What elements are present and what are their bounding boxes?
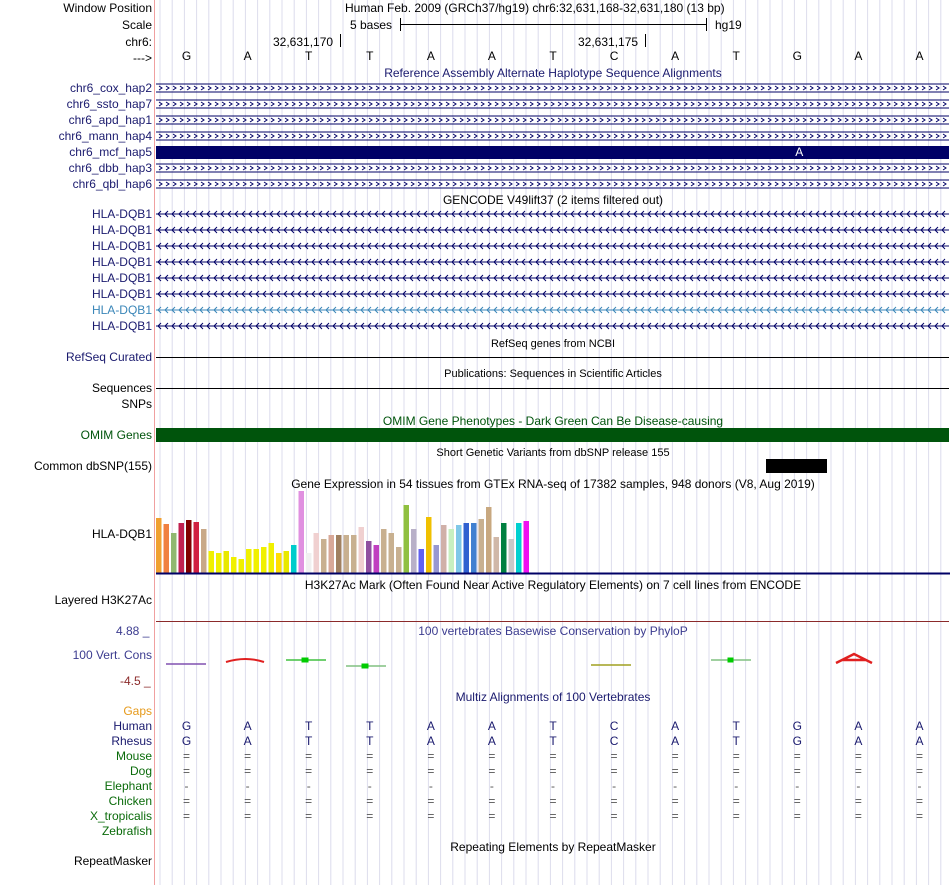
gtex-tissue-bar[interactable] bbox=[471, 523, 477, 573]
alt-haplotype-alignment[interactable] bbox=[156, 83, 949, 93]
multiz-alignment-char: = bbox=[427, 749, 435, 763]
multiz-alignment-char: = bbox=[610, 749, 618, 763]
multiz-alignment-char: = bbox=[549, 794, 557, 808]
multiz-alignment-char: G bbox=[181, 719, 192, 733]
multiz-alignment-char: A bbox=[854, 734, 863, 748]
gtex-tissue-bar[interactable] bbox=[336, 535, 342, 573]
multiz-alignment-char: = bbox=[610, 809, 618, 823]
gtex-tissue-bar[interactable] bbox=[276, 553, 282, 573]
phylop-label[interactable]: 100 Vert. Cons bbox=[72, 648, 152, 662]
multiz-alignment-char: = bbox=[427, 794, 435, 808]
multiz-alignment-char: = bbox=[549, 809, 557, 823]
gtex-tissue-bar[interactable] bbox=[381, 529, 387, 573]
gtex-tissue-bar[interactable] bbox=[171, 533, 177, 573]
dbsnp-track-title[interactable]: Short Genetic Variants from dbSNP release 155 bbox=[436, 447, 670, 459]
gtex-tissue-bar[interactable] bbox=[396, 547, 402, 573]
gencode-transcript-label[interactable]: HLA-DQB1 bbox=[91, 223, 152, 237]
gtex-tissue-bar[interactable] bbox=[449, 529, 455, 573]
alt-haplotype-track-title[interactable]: Reference Assembly Alternate Haplotype Sequence Alignments bbox=[384, 66, 722, 80]
alt-haplotype-alignment[interactable] bbox=[156, 115, 949, 125]
multiz-alignment-char: = bbox=[244, 794, 252, 808]
multiz-alignment-char: = bbox=[732, 809, 740, 823]
gtex-tissue-bar[interactable] bbox=[261, 547, 267, 573]
multiz-alignment-char: = bbox=[854, 809, 862, 823]
multiz-alignment-char: A bbox=[243, 719, 252, 733]
multiz-alignment-char: = bbox=[488, 794, 496, 808]
gencode-transcript-label[interactable]: HLA-DQB1 bbox=[91, 319, 152, 333]
phylop-conservation-plot[interactable] bbox=[156, 648, 950, 672]
multiz-alignment-char: - bbox=[917, 779, 922, 793]
gtex-tissue-bar[interactable] bbox=[224, 551, 230, 573]
gtex-track-title[interactable]: Gene Expression in 54 tissues from GTEx RNA-seq of 17382 samples, 948 donors (V8, Aug 2019) bbox=[291, 477, 815, 491]
multiz-alignment-char: = bbox=[549, 764, 557, 778]
gtex-tissue-bar[interactable] bbox=[201, 529, 207, 573]
gtex-tissue-bar[interactable] bbox=[299, 491, 305, 573]
window-position-text: Human Feb. 2009 (GRCh37/hg19) chr6:32,631,168-32,631,180 (13 bp) bbox=[345, 1, 725, 15]
gtex-tissue-bar[interactable] bbox=[329, 535, 335, 573]
gtex-tissue-bar[interactable] bbox=[366, 541, 372, 573]
reference-base: A bbox=[487, 49, 496, 63]
gtex-tissue-bar[interactable] bbox=[246, 549, 252, 573]
gtex-tissue-bar[interactable] bbox=[239, 559, 245, 573]
refseq-feature-line[interactable] bbox=[156, 357, 949, 358]
multiz-alignment-char: A bbox=[487, 719, 496, 733]
multiz-alignment-char: - bbox=[673, 779, 678, 793]
alt-haplotype-alignment[interactable] bbox=[156, 131, 949, 141]
multiz-alignment-char: = bbox=[610, 794, 618, 808]
reference-base: A bbox=[915, 49, 924, 63]
alt-haplotype-label[interactable]: chr6_ssto_hap7 bbox=[66, 97, 152, 111]
multiz-alignment-char: - bbox=[489, 779, 494, 793]
gtex-label[interactable]: HLA-DQB1 bbox=[91, 527, 152, 541]
gencode-transcript-label[interactable]: HLA-DQB1 bbox=[91, 303, 152, 317]
multiz-alignment-char: = bbox=[366, 749, 374, 763]
multiz-alignment-char: T bbox=[366, 719, 374, 733]
multiz-alignment-char: = bbox=[671, 764, 679, 778]
phylop-max-label: 4.88 _ bbox=[116, 624, 150, 638]
gtex-tissue-bar[interactable] bbox=[486, 507, 492, 573]
publications-feature-line[interactable] bbox=[156, 388, 949, 389]
gtex-tissue-bar[interactable] bbox=[494, 537, 500, 573]
omim-label[interactable]: OMIM Genes bbox=[80, 428, 152, 442]
multiz-alignment-char: A bbox=[671, 719, 680, 733]
gtex-tissue-bar[interactable] bbox=[404, 505, 410, 573]
multiz-alignment-char: - bbox=[612, 779, 617, 793]
gtex-tissue-bar[interactable] bbox=[254, 549, 260, 573]
multiz-alignment-char: = bbox=[366, 794, 374, 808]
gencode-transcript-feature[interactable] bbox=[156, 289, 949, 299]
multiz-alignment-char: T bbox=[305, 719, 313, 733]
multiz-alignment-char: A bbox=[915, 734, 924, 748]
alt-haplotype-alignment[interactable] bbox=[156, 163, 949, 173]
repeatmasker-track-title[interactable]: Repeating Elements by RepeatMasker bbox=[450, 840, 656, 854]
gtex-tissue-bar[interactable] bbox=[374, 545, 380, 573]
scale-bar-left-tick bbox=[400, 18, 401, 31]
snps-label[interactable]: SNPs bbox=[121, 397, 152, 411]
multiz-alignment-char: - bbox=[306, 779, 311, 793]
coordinate-tick-2 bbox=[645, 34, 646, 47]
alt-haplotype-label[interactable]: chr6_mcf_hap5 bbox=[69, 145, 152, 159]
multiz-alignment-char: - bbox=[367, 779, 372, 793]
gtex-tissue-bar[interactable] bbox=[216, 553, 222, 573]
gtex-tissue-bar[interactable] bbox=[524, 521, 530, 573]
gtex-tissue-bar[interactable] bbox=[389, 533, 395, 573]
multiz-alignment-char: = bbox=[671, 809, 679, 823]
gtex-tissue-bar[interactable] bbox=[441, 525, 447, 573]
multiz-alignment-char: = bbox=[793, 809, 801, 823]
multiz-species-label[interactable]: Elephant bbox=[104, 779, 152, 793]
gencode-transcript-label[interactable]: HLA-DQB1 bbox=[91, 287, 152, 301]
gencode-transcript-label[interactable]: HLA-DQB1 bbox=[91, 255, 152, 269]
multiz-alignment-char: = bbox=[671, 794, 679, 808]
gencode-transcript-feature[interactable] bbox=[156, 225, 949, 235]
multiz-alignment-char: = bbox=[732, 764, 740, 778]
multiz-alignment-char: G bbox=[792, 719, 802, 733]
gtex-expression-chart[interactable] bbox=[156, 490, 950, 576]
multiz-species-label[interactable]: Human bbox=[113, 719, 152, 733]
gtex-tissue-bar[interactable] bbox=[464, 523, 470, 573]
multiz-species-label[interactable]: X_tropicalis bbox=[89, 809, 152, 823]
gtex-tissue-bar[interactable] bbox=[306, 553, 312, 573]
gtex-tissue-bar[interactable] bbox=[164, 524, 170, 573]
multiz-alignment-char: = bbox=[732, 749, 740, 763]
multiz-alignment-char: = bbox=[244, 809, 252, 823]
multiz-alignment-char: = bbox=[488, 749, 496, 763]
multiz-alignment-char: = bbox=[305, 749, 313, 763]
multiz-alignment-char: A bbox=[243, 734, 252, 748]
multiz-alignment-char: - bbox=[795, 779, 800, 793]
gtex-tissue-bar[interactable] bbox=[426, 517, 432, 573]
gencode-transcript-feature[interactable] bbox=[156, 241, 949, 251]
multiz-alignment-char: = bbox=[793, 794, 801, 808]
multiz-alignment-char: A bbox=[487, 734, 496, 748]
gtex-tissue-bar[interactable] bbox=[351, 535, 357, 573]
gtex-tissue-bar[interactable] bbox=[209, 551, 215, 573]
multiz-alignment-char: A bbox=[915, 719, 924, 733]
multiz-alignment-char: - bbox=[245, 779, 250, 793]
multiz-alignment-char: = bbox=[183, 764, 191, 778]
multiz-alignment-char: = bbox=[183, 749, 191, 763]
multiz-species-label[interactable]: Chicken bbox=[108, 794, 152, 808]
multiz-alignment-char: T bbox=[549, 734, 557, 748]
alt-haplotype-alignment[interactable] bbox=[156, 179, 949, 189]
refseq-label[interactable]: RefSeq Curated bbox=[65, 350, 152, 364]
multiz-alignment-char: = bbox=[244, 764, 252, 778]
coordinate-label-1: 32,631,170 bbox=[273, 35, 334, 49]
multiz-species-label[interactable]: Zebrafish bbox=[101, 824, 152, 838]
gtex-tissue-bar[interactable] bbox=[186, 520, 192, 573]
h3k27ac-label[interactable]: Layered H3K27Ac bbox=[54, 593, 152, 607]
multiz-alignment-char: = bbox=[366, 764, 374, 778]
gtex-tissue-bar[interactable] bbox=[314, 533, 320, 573]
coordinate-tick-1 bbox=[340, 34, 341, 47]
gencode-transcript-feature[interactable] bbox=[156, 209, 949, 219]
publications-track-title[interactable]: Publications: Sequences in Scientific Articles bbox=[444, 368, 662, 380]
gtex-tissue-bar[interactable] bbox=[321, 539, 327, 573]
alt-haplotype-alignment[interactable] bbox=[156, 99, 949, 109]
reference-base: A bbox=[671, 49, 680, 63]
gencode-track-title[interactable]: GENCODE V49lift37 (2 items filtered out) bbox=[442, 193, 664, 207]
gtex-tissue-bar[interactable] bbox=[501, 523, 507, 573]
publications-label[interactable]: Sequences bbox=[91, 381, 152, 395]
multiz-alignment-char: = bbox=[488, 809, 496, 823]
gtex-tissue-bar[interactable] bbox=[359, 527, 365, 573]
gtex-tissue-bar[interactable] bbox=[434, 545, 440, 573]
gencode-transcript-label[interactable]: HLA-DQB1 bbox=[91, 271, 152, 285]
multiz-alignment-char: = bbox=[854, 764, 862, 778]
multiz-alignment-char: = bbox=[427, 764, 435, 778]
multiz-alignment-char: = bbox=[854, 794, 862, 808]
multiz-alignment-char: = bbox=[427, 809, 435, 823]
multiz-alignment-char: = bbox=[610, 764, 618, 778]
multiz-alignment-char: A bbox=[426, 719, 435, 733]
gencode-transcript-feature[interactable] bbox=[156, 305, 949, 315]
multiz-alignment-char: = bbox=[366, 809, 374, 823]
reference-base: T bbox=[366, 49, 374, 63]
scale-bar bbox=[400, 24, 707, 25]
gtex-tissue-bar[interactable] bbox=[419, 549, 425, 573]
scale-assembly: hg19 bbox=[715, 18, 742, 32]
reference-base: A bbox=[426, 49, 435, 63]
chrom-label: chr6: bbox=[125, 35, 152, 49]
multiz-alignment-char: = bbox=[915, 794, 923, 808]
gtex-tissue-bar[interactable] bbox=[479, 519, 485, 573]
multiz-alignment-char: T bbox=[305, 734, 313, 748]
phylop-glyph-T3-box[interactable] bbox=[728, 658, 733, 662]
repeatmasker-label[interactable]: RepeatMasker bbox=[73, 854, 152, 868]
gencode-transcript-label[interactable]: HLA-DQB1 bbox=[91, 207, 152, 221]
multiz-alignment-char: A bbox=[426, 734, 435, 748]
multiz-alignment-char: T bbox=[732, 719, 740, 733]
multiz-alignment-char: = bbox=[305, 794, 313, 808]
track-label-border bbox=[154, 0, 155, 885]
phylop-glyph-T-box[interactable] bbox=[302, 658, 308, 662]
dbsnp-label[interactable]: Common dbSNP(155) bbox=[33, 459, 152, 473]
multiz-alignment-char: T bbox=[366, 734, 374, 748]
gtex-tissue-bar[interactable] bbox=[194, 522, 200, 573]
multiz-alignment-char: = bbox=[671, 749, 679, 763]
multiz-alignment-char: = bbox=[183, 794, 191, 808]
phylop-glyph-T2-box[interactable] bbox=[362, 664, 368, 668]
omim-track-title[interactable]: OMIM Gene Phenotypes - Dark Green Can Be Disease-causing bbox=[382, 414, 724, 428]
gtex-tissue-bar[interactable] bbox=[516, 523, 522, 573]
multiz-species-label[interactable]: Dog bbox=[129, 764, 152, 778]
gtex-tissue-bar[interactable] bbox=[179, 523, 185, 573]
dbsnp-variant-box[interactable] bbox=[766, 459, 827, 473]
multiz-alignment-char: = bbox=[793, 749, 801, 763]
multiz-alignment-char: G bbox=[792, 734, 802, 748]
multiz-alignment-char: - bbox=[428, 779, 433, 793]
multiz-species-label[interactable]: Rhesus bbox=[111, 734, 152, 748]
multiz-alignment-char: C bbox=[609, 734, 619, 748]
phylop-glyph-A2[interactable] bbox=[836, 654, 872, 663]
phylop-track-title[interactable]: 100 vertebrates Basewise Conservation by PhyloP bbox=[418, 624, 688, 638]
strand-label: ---> bbox=[133, 51, 152, 65]
reference-base: A bbox=[243, 49, 252, 63]
gencode-transcript-feature[interactable] bbox=[156, 257, 949, 267]
h3k27ac-baseline bbox=[156, 621, 949, 622]
multiz-alignment-char: A bbox=[854, 719, 863, 733]
multiz-alignment-char: - bbox=[551, 779, 555, 793]
multiz-alignment-char: C bbox=[609, 719, 619, 733]
coordinate-label-2: 32,631,175 bbox=[578, 35, 639, 49]
multiz-alignment-char: A bbox=[671, 734, 680, 748]
gencode-transcript-label[interactable]: HLA-DQB1 bbox=[91, 239, 152, 253]
multiz-alignment-char: = bbox=[915, 764, 923, 778]
multiz-alignment-char: = bbox=[915, 749, 923, 763]
multiz-alignment-char: - bbox=[184, 779, 189, 793]
alt-haplotype-mismatch-base: A bbox=[795, 145, 804, 159]
h3k27ac-track-title[interactable]: H3K27Ac Mark (Often Found Near Active Regulatory Elements) on 7 cell lines from ENCODE bbox=[304, 578, 802, 592]
multiz-alignment-char: = bbox=[305, 764, 313, 778]
reference-base: A bbox=[854, 49, 863, 63]
gtex-tissue-bar[interactable] bbox=[344, 535, 350, 573]
phylop-glyph-A[interactable] bbox=[226, 659, 264, 662]
gtex-tissue-bar[interactable] bbox=[291, 545, 297, 573]
reference-base: G bbox=[181, 49, 192, 63]
reference-base: G bbox=[792, 49, 802, 63]
multiz-species-label[interactable]: Mouse bbox=[115, 749, 152, 763]
multiz-alignment-char: = bbox=[244, 749, 252, 763]
multiz-alignment-char: = bbox=[793, 764, 801, 778]
alt-haplotype-label[interactable]: chr6_mann_hap4 bbox=[58, 129, 152, 143]
gtex-tissue-bar[interactable] bbox=[156, 518, 162, 573]
reference-base: T bbox=[732, 49, 740, 63]
multiz-alignment-char: T bbox=[549, 719, 557, 733]
alt-haplotype-label[interactable]: chr6_dbb_hap3 bbox=[68, 161, 152, 175]
alt-haplotype-label[interactable]: chr6_qbl_hap6 bbox=[72, 177, 152, 191]
multiz-alignment-char: = bbox=[488, 764, 496, 778]
gtex-tissue-bar[interactable] bbox=[411, 529, 417, 573]
scale-bases: 5 bases bbox=[350, 18, 393, 32]
multiz-alignment-char: = bbox=[854, 749, 862, 763]
multiz-track-title[interactable]: Multiz Alignments of 100 Vertebrates bbox=[455, 690, 651, 704]
multiz-alignment-char: = bbox=[549, 749, 557, 763]
multiz-alignment-char: = bbox=[305, 809, 313, 823]
gencode-transcript-feature[interactable] bbox=[156, 321, 949, 331]
multiz-alignment-char: - bbox=[734, 779, 739, 793]
alt-haplotype-label[interactable]: chr6_cox_hap2 bbox=[69, 81, 152, 95]
multiz-alignment-char: - bbox=[856, 779, 861, 793]
reference-base: C bbox=[609, 49, 619, 63]
alt-haplotype-alignment-bar[interactable] bbox=[156, 146, 949, 159]
gtex-tissue-bar[interactable] bbox=[456, 525, 462, 573]
multiz-alignment-char: = bbox=[183, 809, 191, 823]
gtex-tissue-bar[interactable] bbox=[269, 543, 275, 573]
gtex-tissue-bar[interactable] bbox=[231, 557, 237, 573]
reference-base: T bbox=[549, 49, 557, 63]
gencode-transcript-feature[interactable] bbox=[156, 273, 949, 283]
alt-haplotype-label[interactable]: chr6_apd_hap1 bbox=[68, 113, 152, 127]
multiz-alignment-char: T bbox=[732, 734, 740, 748]
reference-base: T bbox=[305, 49, 313, 63]
refseq-track-title[interactable]: RefSeq genes from NCBI bbox=[490, 338, 616, 350]
multiz-species-label[interactable]: Gaps bbox=[123, 704, 152, 718]
omim-feature-bar[interactable] bbox=[156, 428, 949, 442]
window-position-label: Window Position bbox=[63, 1, 152, 15]
gtex-tissue-bar[interactable] bbox=[284, 551, 290, 573]
scale-bar-right-tick bbox=[706, 18, 707, 31]
multiz-alignment-char: = bbox=[915, 809, 923, 823]
multiz-alignment-char: = bbox=[732, 794, 740, 808]
multiz-alignment-char: G bbox=[181, 734, 192, 748]
scale-label: Scale bbox=[121, 18, 152, 32]
phylop-min-label: -4.5 _ bbox=[120, 674, 151, 688]
gtex-tissue-bar[interactable] bbox=[509, 539, 515, 573]
